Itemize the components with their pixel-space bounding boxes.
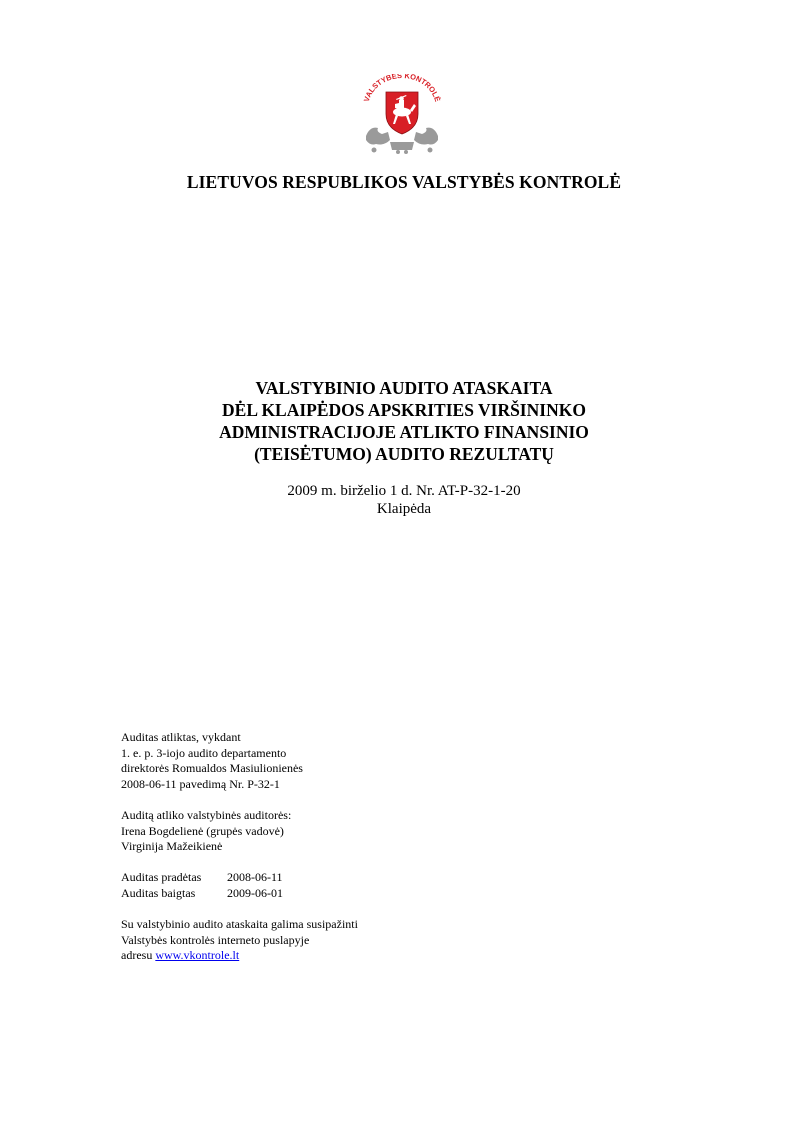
audit-start-row (121, 870, 358, 886)
auditors-heading: Auditą atliko valstybinės auditorės: (121, 807, 292, 822)
state-audit-emblem (360, 74, 444, 154)
mandate-line: 2008-06-11 pavedimą Nr. P-32-1 (121, 776, 280, 791)
auditor-name: Virginija Mažeikienė (121, 839, 223, 854)
report-title (0, 377, 794, 465)
emblem-lettering: VALSTYBĖS KONTROLĖ (361, 74, 443, 103)
audit-end-label: Auditas baigtas (121, 885, 196, 900)
audit-start-label: Auditas pradėtas (121, 870, 202, 885)
audit-end-value: 2009-06-01 (227, 885, 283, 900)
website-note-line: Valstybės kontrolės interneto puslapyje (121, 932, 310, 947)
website-link[interactable]: www.vkontrole.lt (155, 948, 240, 963)
mandate-line: 1. e. p. 3-iojo audito departamento (121, 745, 287, 760)
organization-name: LIETUVOS RESPUBLIKOS VALSTYBĖS KONTROLĖ (186, 172, 622, 192)
mandate-line: direktorės Romualdos Masiulionienės (121, 761, 303, 776)
website-note-line: Su valstybinio audito ataskaita galima susipažinti (121, 917, 358, 932)
emblem-icon (360, 74, 444, 154)
website-address-line (121, 948, 358, 964)
mandate-line: Auditas atliktas, vykdant (121, 730, 241, 744)
audit-info (121, 730, 358, 964)
website-prefix: adresu (121, 948, 153, 963)
audit-start-value: 2008-06-11 (227, 870, 283, 885)
audit-end-row (121, 886, 358, 902)
report-meta (0, 482, 794, 518)
report-title-line: VALSTYBINIO AUDITO ATASKAITA (255, 378, 553, 398)
report-date-number: 2009 m. birželio 1 d. Nr. AT-P-32-1-20 (287, 483, 521, 499)
report-title-line: DĖL KLAIPĖDOS APSKRITIES VIRŠININKO (222, 400, 586, 420)
report-place: Klaipėda (376, 501, 432, 517)
auditor-name: Irena Bogdelienė (grupės vadovė) (121, 823, 284, 838)
report-title-line: ADMINISTRACIJOJE ATLIKTO FINANSINIO (219, 422, 589, 442)
report-title-line: (TEISĖTUMO) AUDITO REZULTATŲ (254, 444, 554, 464)
